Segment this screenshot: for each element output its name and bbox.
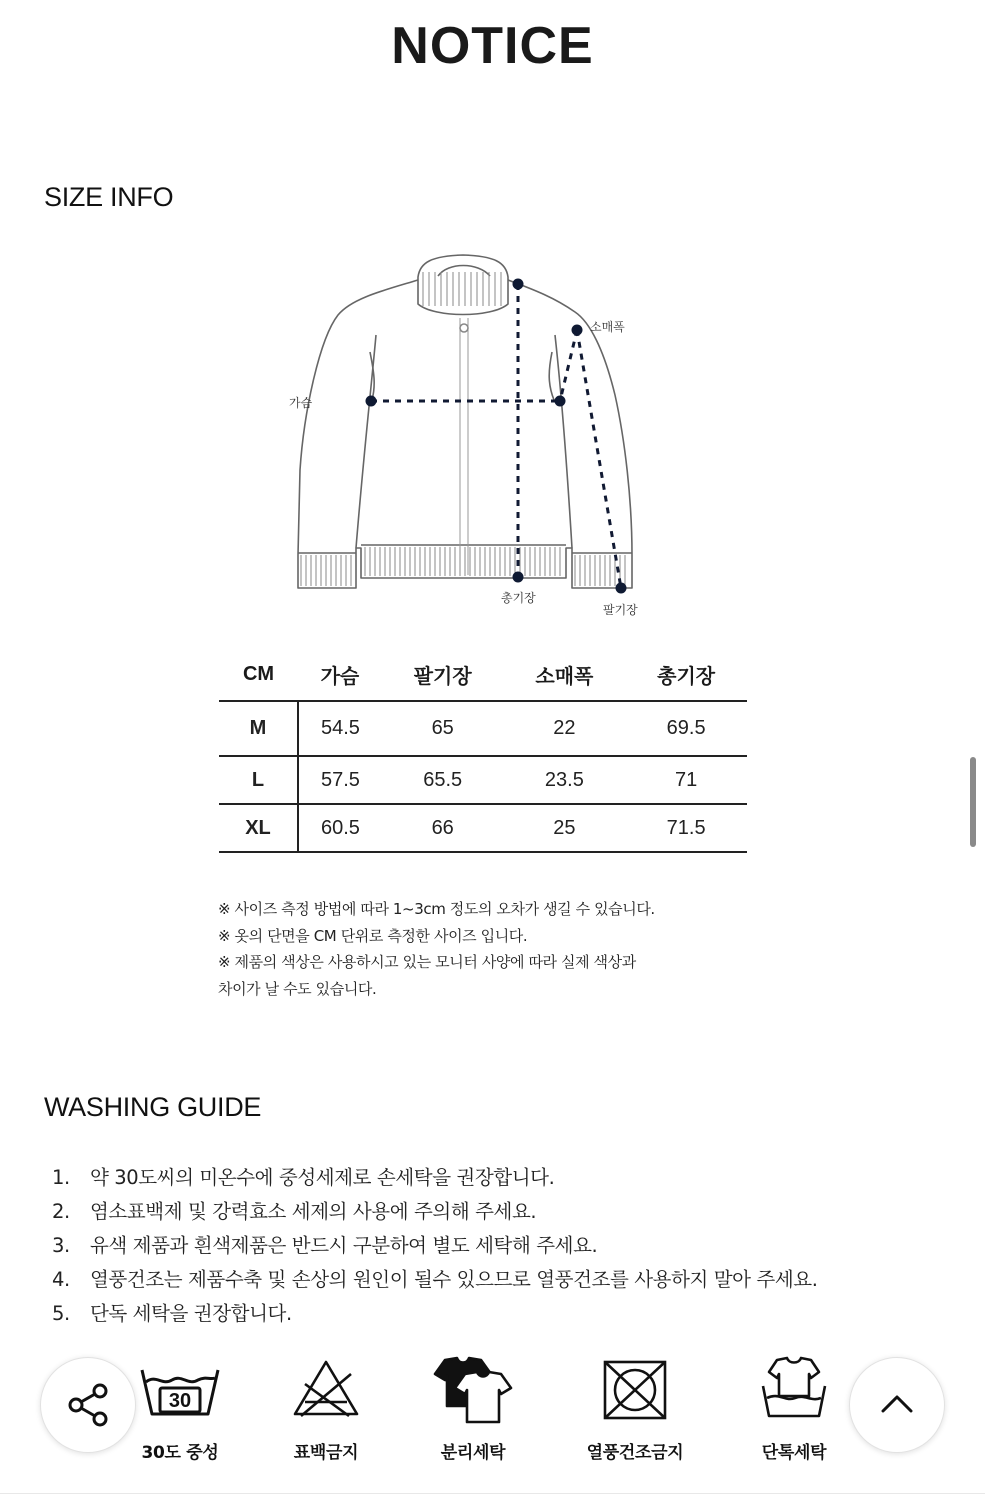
note-line: ※ 제품의 색상은 사용하시고 있는 모니터 사양에 따라 실제 색상과 <box>218 953 636 971</box>
size-cell: M <box>219 701 298 756</box>
list-item <box>52 1265 818 1299</box>
table-row <box>219 701 747 756</box>
chevron-up-icon <box>877 1385 917 1425</box>
list-item <box>52 1231 818 1265</box>
washing-instructions <box>52 1163 818 1333</box>
table-cell: 23.5 <box>504 756 626 804</box>
share-button[interactable] <box>40 1357 136 1453</box>
total-length-label: 총기장 <box>501 591 536 605</box>
sleeve-length-label: 팔기장 <box>603 603 638 617</box>
jacket-size-diagram <box>0 0 985 660</box>
item-number: 3. <box>52 1234 70 1257</box>
size-table <box>219 648 747 853</box>
table-cell: 22 <box>504 701 626 756</box>
care-label-separate-wash: 분리세탁 <box>440 1443 506 1463</box>
size-info-heading: SIZE INFO <box>44 182 174 212</box>
no-tumble-dry-icon <box>565 1356 705 1424</box>
table-cell: 66 <box>382 804 504 852</box>
chest-label: 가슴 <box>289 396 313 410</box>
care-label-no-tumble-dry: 열풍건조금지 <box>586 1443 684 1463</box>
page-title: NOTICE <box>391 17 594 75</box>
item-number: 1. <box>52 1166 70 1189</box>
header-total-length: 총기장 <box>625 648 747 701</box>
table-cell: 60.5 <box>298 804 382 852</box>
table-row <box>219 804 747 852</box>
divider <box>0 1493 985 1494</box>
table-cell: 57.5 <box>298 756 382 804</box>
care-label-wash-alone: 단톡세탁 <box>761 1443 827 1463</box>
share-icon <box>64 1381 112 1429</box>
item-text: 열풍건조는 제품수축 및 손상의 원인이 될수 있으므로 열풍건조를 사용하지 말아 주세요. <box>90 1268 818 1291</box>
size-cell: XL <box>219 804 298 852</box>
list-item <box>52 1163 818 1197</box>
table-cell: 65 <box>382 701 504 756</box>
wash-alone-icon <box>724 1356 864 1422</box>
header-chest: 가슴 <box>298 648 382 701</box>
table-cell: 71.5 <box>625 804 747 852</box>
washing-guide-heading: WASHING GUIDE <box>44 1092 262 1122</box>
table-cell: 25 <box>504 804 626 852</box>
item-text: 약 30도씨의 미온수에 중성세제로 손세탁을 권장합니다. <box>90 1166 555 1189</box>
size-table-header <box>219 648 747 701</box>
item-text: 유색 제품과 흰색제품은 반드시 구분하여 별도 세탁해 주세요. <box>90 1234 598 1257</box>
note-line: 차이가 날 수도 있습니다. <box>218 979 377 998</box>
care-label-no-bleach: 표백금지 <box>293 1443 359 1463</box>
item-number: 4. <box>52 1268 70 1291</box>
table-cell: 71 <box>625 756 747 804</box>
scroll-top-button[interactable] <box>849 1357 945 1453</box>
header-cm: CM <box>219 648 298 701</box>
item-text: 단독 세탁을 권장합니다. <box>90 1302 292 1325</box>
header-sleeve-width: 소매폭 <box>504 648 626 701</box>
wash-temp-badge: 30 <box>168 1390 192 1412</box>
item-text: 염소표백제 및 강력효소 세제의 사용에 주의해 주세요. <box>90 1200 537 1223</box>
note-line: ※ 옷의 단면을 CM 단위로 측정한 사이즈 입니다. <box>218 926 528 945</box>
scrollbar[interactable] <box>970 757 976 847</box>
separate-wash-icon <box>403 1356 543 1426</box>
table-row <box>219 756 747 804</box>
size-cell: L <box>219 756 298 804</box>
sleeve-width-label: 소매폭 <box>590 320 625 334</box>
no-bleach-icon <box>256 1356 396 1422</box>
item-number: 5. <box>52 1302 70 1325</box>
care-label-wash-30: 30도 중성 <box>141 1443 219 1463</box>
item-number: 2. <box>52 1200 70 1223</box>
list-item <box>52 1299 818 1333</box>
note-line: ※ 사이즈 측정 방법에 따라 1~3cm 정도의 오차가 생길 수 있습니다. <box>218 900 655 918</box>
table-cell: 65.5 <box>382 756 504 804</box>
list-item <box>52 1197 818 1231</box>
table-cell: 69.5 <box>625 701 747 756</box>
table-cell: 54.5 <box>298 701 382 756</box>
header-sleeve-length: 팔기장 <box>382 648 504 701</box>
size-notes <box>218 896 655 1002</box>
